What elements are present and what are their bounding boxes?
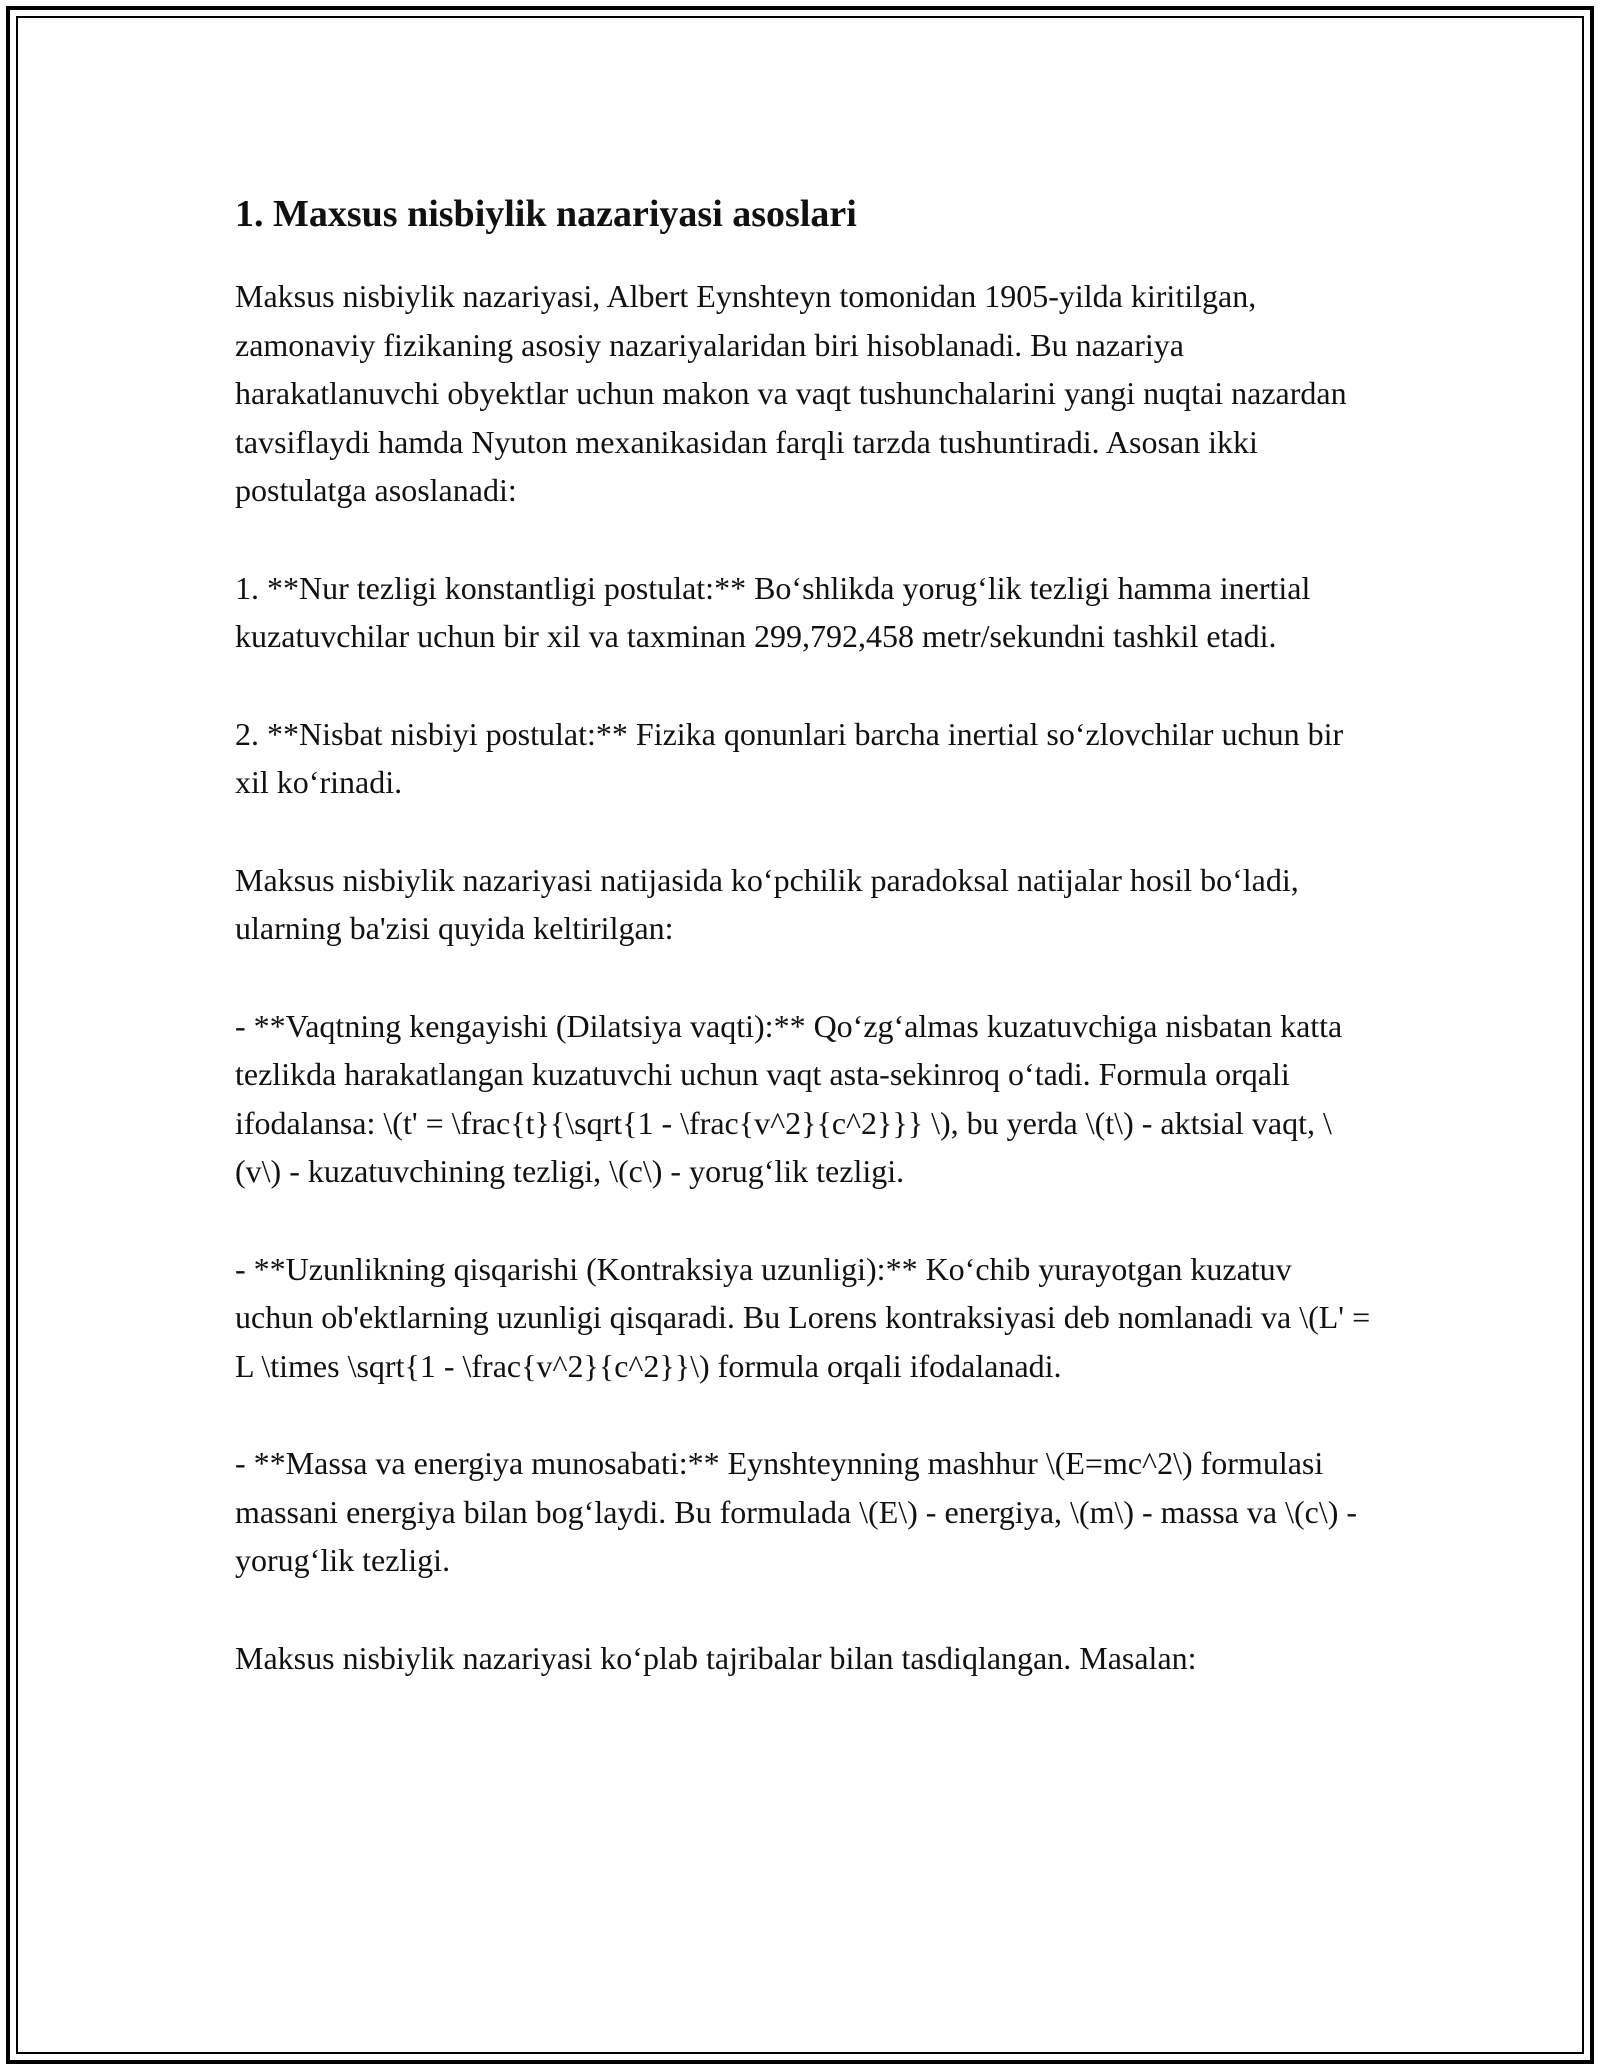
paragraph-consequences-intro: Maksus nisbiylik nazariyasi natijasida ko‘pchilik paradoksal natijalar hosil bo‘ladi, ularning ba'zisi quyida keltirilgan: — [235, 861, 1299, 946]
paragraph-postulate-2: 2. **Nisbat nisbiyi postulat:** Fizika qonunlari barcha inertial so‘zlovchilar uchun bir xil ko‘rinadi. — [235, 715, 1344, 800]
paragraph-experiments: Maksus nisbiylik nazariyasi ko‘plab tajribalar bilan tasdiqlangan. Masalan: — [235, 1639, 1197, 1676]
document-body — [235, 186, 1375, 1731]
document-title: 1. Maxsus nisbiylik nazariyasi asoslari — [235, 193, 857, 235]
paragraph-mass-energy: - **Massa va energiya munosabati:** Eynshteynning mashhur \(E=mc^2\) formulasi massani energiya bilan bog‘laydi. Bu formulada \(E\) - energiya, \(m\) - massa va \(c\) - yorug‘lik tezligi. — [235, 1445, 1358, 1578]
paragraph-time-dilation: - **Vaqtning kengayishi (Dilatsiya vaqti):** Qo‘zg‘almas kuzatuvchiga nisbatan katta tezlikda harakatlangan kuzatuvchi uchun vaqt asta-sekinroq o‘tadi. Formula orqali ifodalansa: \(t' = \frac{t}{\sqrt{1 - \frac{v^2}{c^2}}} \), bu yerda \(t\) - aktsial vaqt, \(v\) - kuzatuvchining tezligi, \(c\) - yorug‘lik tezligi. — [235, 1007, 1343, 1189]
paragraph-intro: Maksus nisbiylik nazariyasi, Albert Eynshteyn tomonidan 1905-yilda kiritilgan, zamonaviy fizikaning asosiy nazariyalaridan biri hisoblanadi. Bu nazariya harakatlanuvchi obyektlar uchun makon va vaqt tushunchalarini yangi nuqtai nazardan tavsiflaydi hamda Nyuton mexanikasidan farqli tarzda tushuntiradi. Asosan ikki postulatga asoslanadi: — [235, 278, 1347, 508]
paragraph-length-contraction: - **Uzunlikning qisqarishi (Kontraksiya uzunligi):** Ko‘chib yurayotgan kuzatuv uchun ob'ektlarning uzunligi qisqaradi. Bu Lorens kontraksiyasi deb nomlanadi va \(L' = L \times \sqrt{1 - \frac{v^2}{c^2}}\) formula orqali ifodalanadi. — [235, 1250, 1371, 1384]
paragraph-postulate-1: 1. **Nur tezligi konstantligi postulat:** Bo‘shlikda yorug‘lik tezligi hamma inertial kuzatuvchilar uchun bir xil va taxminan 299,792,458 metr/sekundni tashkil etadi. — [235, 569, 1311, 654]
